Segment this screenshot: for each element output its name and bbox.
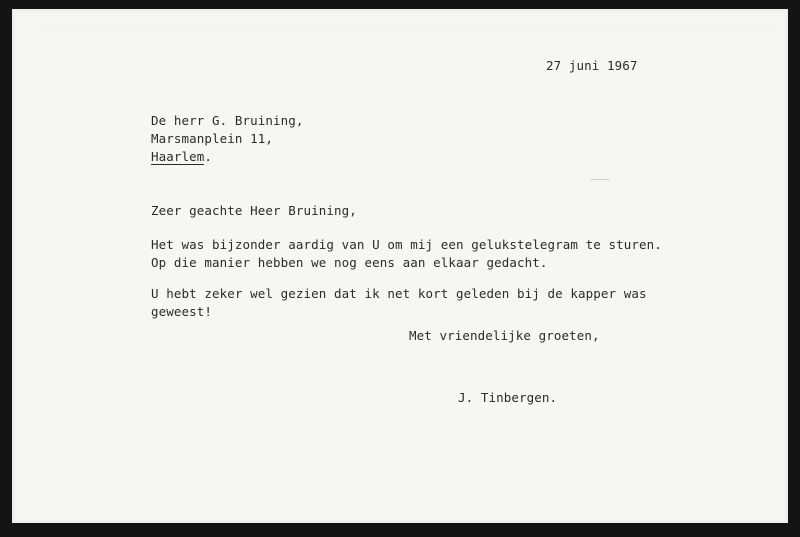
- paragraph1-line1: Het was bijzonder aardig van U om mij een gelukstelegram te sturen.: [151, 237, 662, 252]
- paragraph2-line2: geweest!: [151, 304, 213, 319]
- typed-letter: [12, 9, 788, 523]
- recipient-street: Marsmanplein 11,: [151, 131, 274, 146]
- salutation: Zeer geachte Heer Bruining,: [151, 203, 357, 218]
- recipient-city-line: [151, 148, 212, 166]
- paragraph1-line2: Op die manier hebben we nog eens aan elkaar gedacht.: [151, 255, 548, 270]
- closing: Met vriendelijke groeten,: [409, 328, 600, 343]
- paragraph2-line1: U hebt zeker wel gezien dat ik net kort geleden bij de kapper was: [151, 286, 647, 301]
- recipient-city-suffix: .: [204, 149, 213, 164]
- recipient-city: Haarlem: [151, 149, 205, 164]
- signature: J. Tinbergen.: [458, 390, 558, 405]
- recipient-name: De herr G. Bruining,: [151, 113, 304, 128]
- letter-date: 27 juni 1967: [546, 58, 638, 73]
- letter-sheet: [12, 9, 788, 523]
